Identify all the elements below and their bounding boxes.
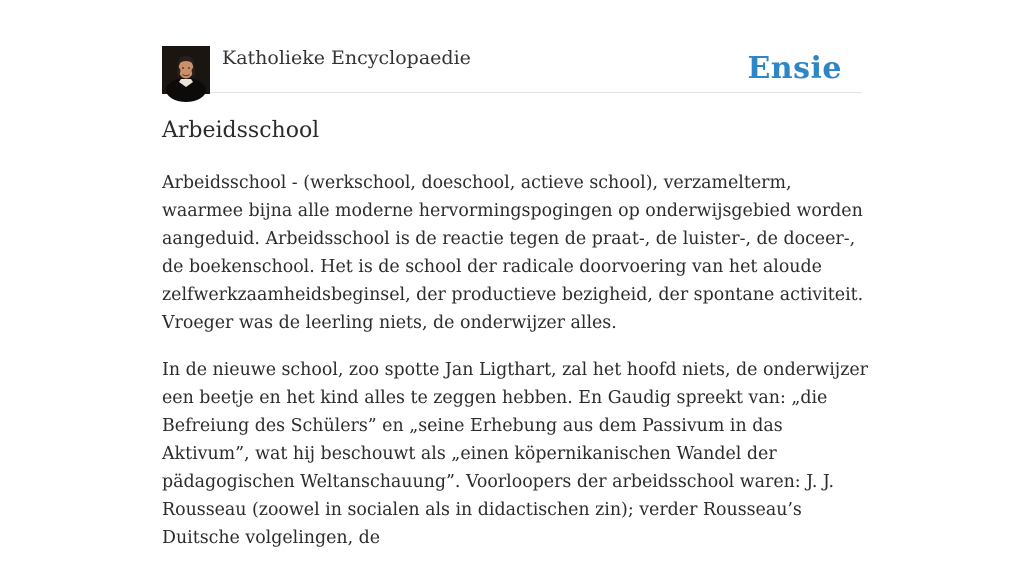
article-paragraph: Arbeidsschool - (werkschool, doeschool, actieve school), verzamelterm, waarmee bijna alle moderne hervormingspogingen op onderwijsgebied worden aangeduid. Arbeidsschool is de reactie tegen de praat-, de luister-, de doceer-, de boekenschool. Het is de school der radicale doorvoering van het aloude zelfwerkzaamheidsbeginsel, der productieve bezigheid, der spontane activiteit. Vroeger was de leerling niets, de onderwijzer alles. bbox=[162, 173, 864, 333]
author-avatar[interactable] bbox=[162, 46, 210, 94]
brand-logo[interactable]: Ensie bbox=[747, 51, 842, 86]
article-paragraph: In de nieuwe school, zoo spotte Jan Ligthart, zal het hoofd niets, de onderwijzer een beetje en het kind alles te zeggen hebben. En Gaudig spreekt van: „die Befreiung des Schülers” en „seine Erhebung aus dem Passivum in das Aktivum”, wat hij beschouwt als „einen köpernikanischen Wandel der pädagogischen Weltanschauung”. Voorloopers der arbeidsschool waren: J. J. Rousseau (zoowel in socialen als in didactischen zin); verder Rousseau’s Duitsche volgelingen, de bbox=[162, 360, 868, 548]
site-name[interactable]: Katholieke Encyclopaedie bbox=[222, 47, 471, 69]
portrait-image bbox=[162, 46, 210, 94]
site-header bbox=[162, 46, 862, 93]
article-body bbox=[162, 169, 874, 571]
page-title: Arbeidsschool bbox=[162, 118, 320, 143]
